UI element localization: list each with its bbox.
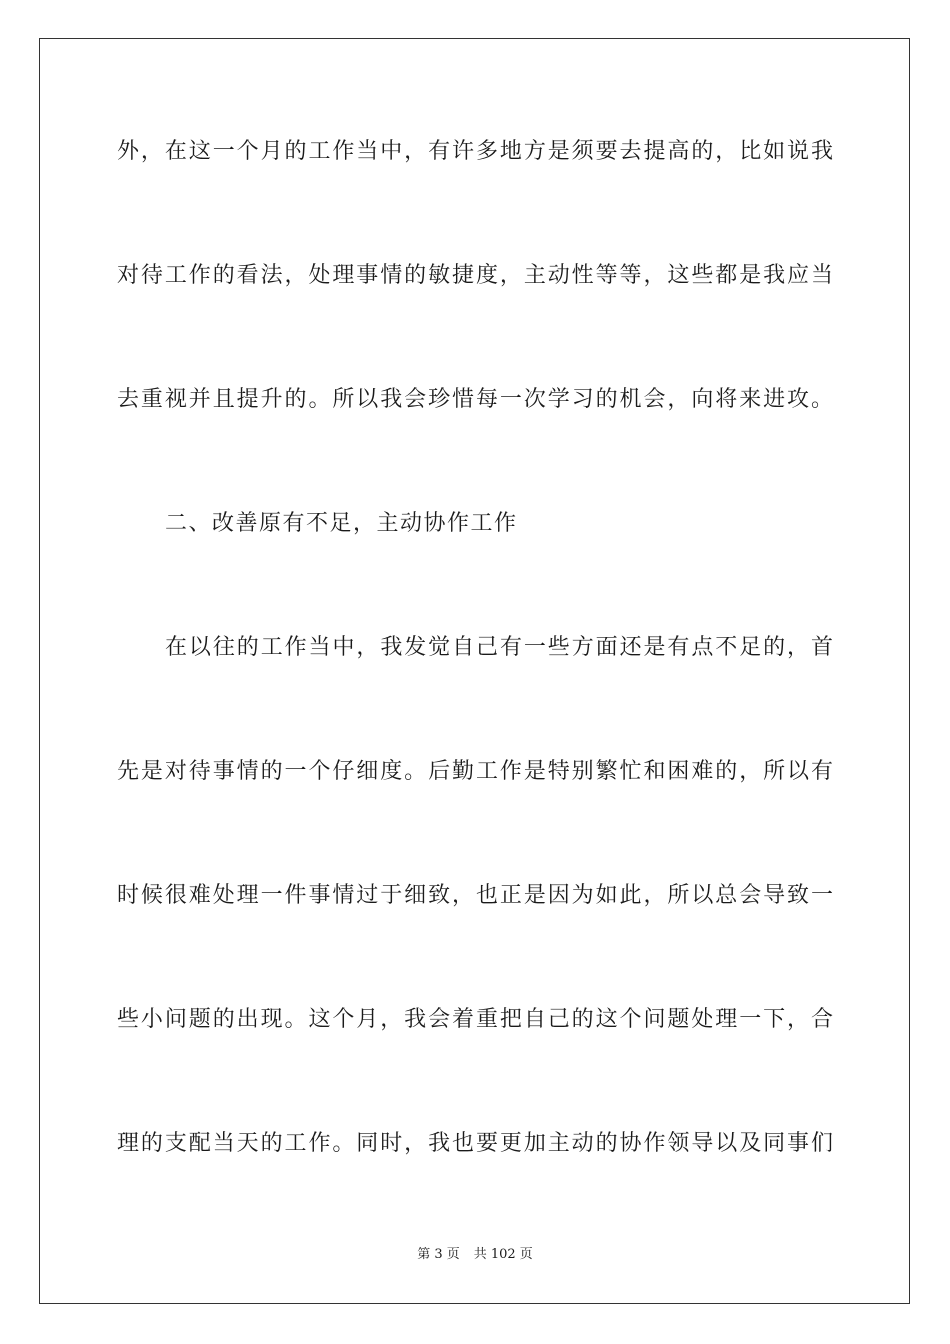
paragraph-line: 对待工作的看法，处理事情的敏捷度，主动性等等，这些都是我应当 xyxy=(117,263,833,288)
section-heading: 二、改善原有不足，主动协作工作 xyxy=(165,511,518,536)
paragraph-line: 先是对待事情的一个仔细度。后勤工作是特别繁忙和困难的，所以有 xyxy=(117,759,833,784)
paragraph-line: 些小问题的出现。这个月，我会着重把自己的这个问题处理一下，合 xyxy=(117,1007,833,1032)
page-total: 共 102 页 xyxy=(473,1247,533,1262)
paragraph-line: 外，在这一个月的工作当中，有许多地方是须要去提高的，比如说我 xyxy=(117,139,833,164)
page-border xyxy=(39,38,910,1304)
paragraph-line: 去重视并且提升的。所以我会珍惜每一次学习的机会，向将来进攻。 xyxy=(117,387,833,412)
paragraph-line: 时候很难处理一件事情过于细致，也正是因为如此，所以总会导致一 xyxy=(117,883,833,908)
paragraph-line: 在以往的工作当中，我发觉自己有一些方面还是有点不足的，首 xyxy=(165,635,833,660)
page-number: 第 3 页 xyxy=(417,1247,460,1262)
paragraph-line: 理的支配当天的工作。同时，我也要更加主动的协作领导以及同事们 xyxy=(117,1131,833,1156)
page-footer xyxy=(0,1246,950,1264)
